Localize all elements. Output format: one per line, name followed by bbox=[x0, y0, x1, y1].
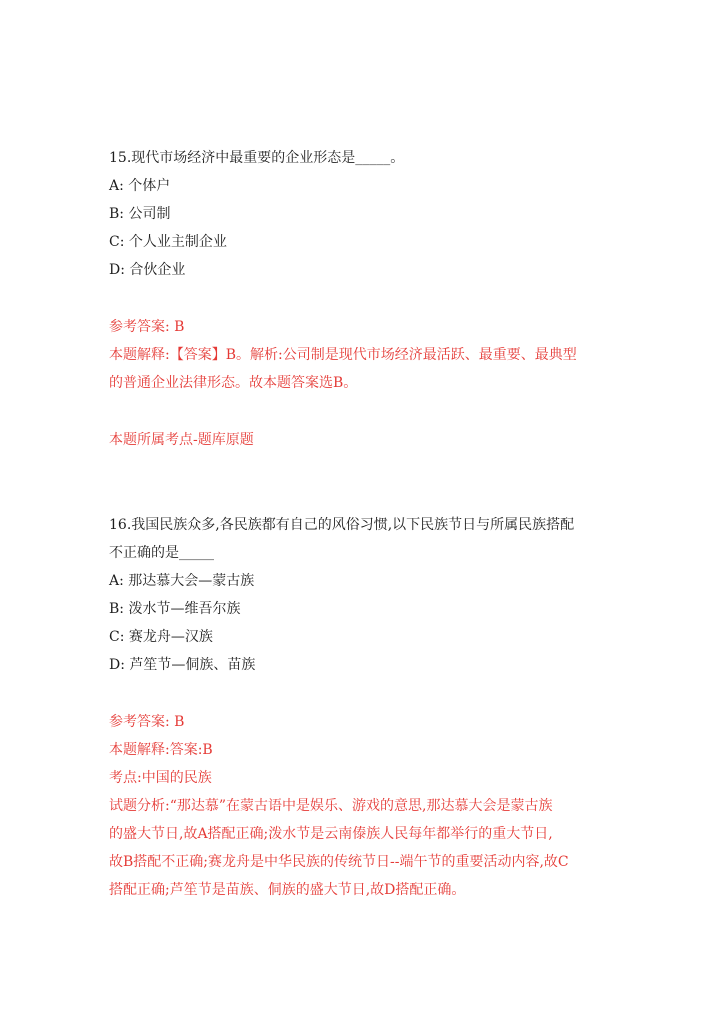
question-16-answer: 参考答案: B bbox=[109, 714, 185, 730]
question-15-stem: 15.现代市场经济中最重要的企业形态是_____。 bbox=[109, 150, 405, 166]
question-16-option-c: C: 赛龙舟—汉族 bbox=[109, 629, 213, 645]
question-15-option-d: D: 合伙企业 bbox=[109, 262, 186, 278]
question-16-explanation: 本题解释:答案:B bbox=[109, 742, 213, 758]
question-15-answer: 参考答案: B bbox=[109, 319, 185, 335]
question-15-category: 本题所属考点-题库原题 bbox=[109, 432, 254, 448]
question-16-stem-line-1: 16.我国民族众多,各民族都有自己的风俗习惯,以下民族节日与所属民族搭配 bbox=[109, 517, 575, 533]
question-16-kaodian: 考点:中国的民族 bbox=[109, 770, 212, 786]
question-15-option-b: B: 公司制 bbox=[109, 206, 171, 222]
question-16-analysis-line-2: 的盛大节日,故A搭配正确;泼水节是云南傣族人民每年都举行的重大节日, bbox=[109, 826, 553, 842]
question-16-stem-line-2: 不正确的是_____ bbox=[109, 545, 214, 561]
question-16-analysis-line-1: 试题分析:“那达慕”在蒙古语中是娱乐、游戏的意思,那达慕大会是蒙古族 bbox=[109, 798, 553, 814]
question-16-option-b: B: 泼水节—维吾尔族 bbox=[109, 601, 241, 617]
question-16-analysis-line-4: 搭配正确;芦笙节是苗族、侗族的盛大节日,故D搭配正确。 bbox=[109, 882, 466, 898]
question-16-option-d: D: 芦笙节—侗族、苗族 bbox=[109, 657, 256, 673]
question-16-analysis-line-3: 故B搭配不正确;赛龙舟是中华民族的传统节日--端午节的重要活动内容,故C bbox=[109, 854, 569, 870]
question-15-explanation-line-2: 的普通企业法律形态。故本题答案选B。 bbox=[109, 375, 358, 391]
question-15-option-a: A: 个体户 bbox=[109, 178, 171, 194]
question-16-option-a: A: 那达慕大会—蒙古族 bbox=[109, 573, 255, 589]
question-15-explanation-line-1: 本题解释:【答案】B。解析:公司制是现代市场经济最活跃、最重要、最典型 bbox=[109, 347, 577, 363]
question-15-option-c: C: 个人业主制企业 bbox=[109, 234, 227, 250]
